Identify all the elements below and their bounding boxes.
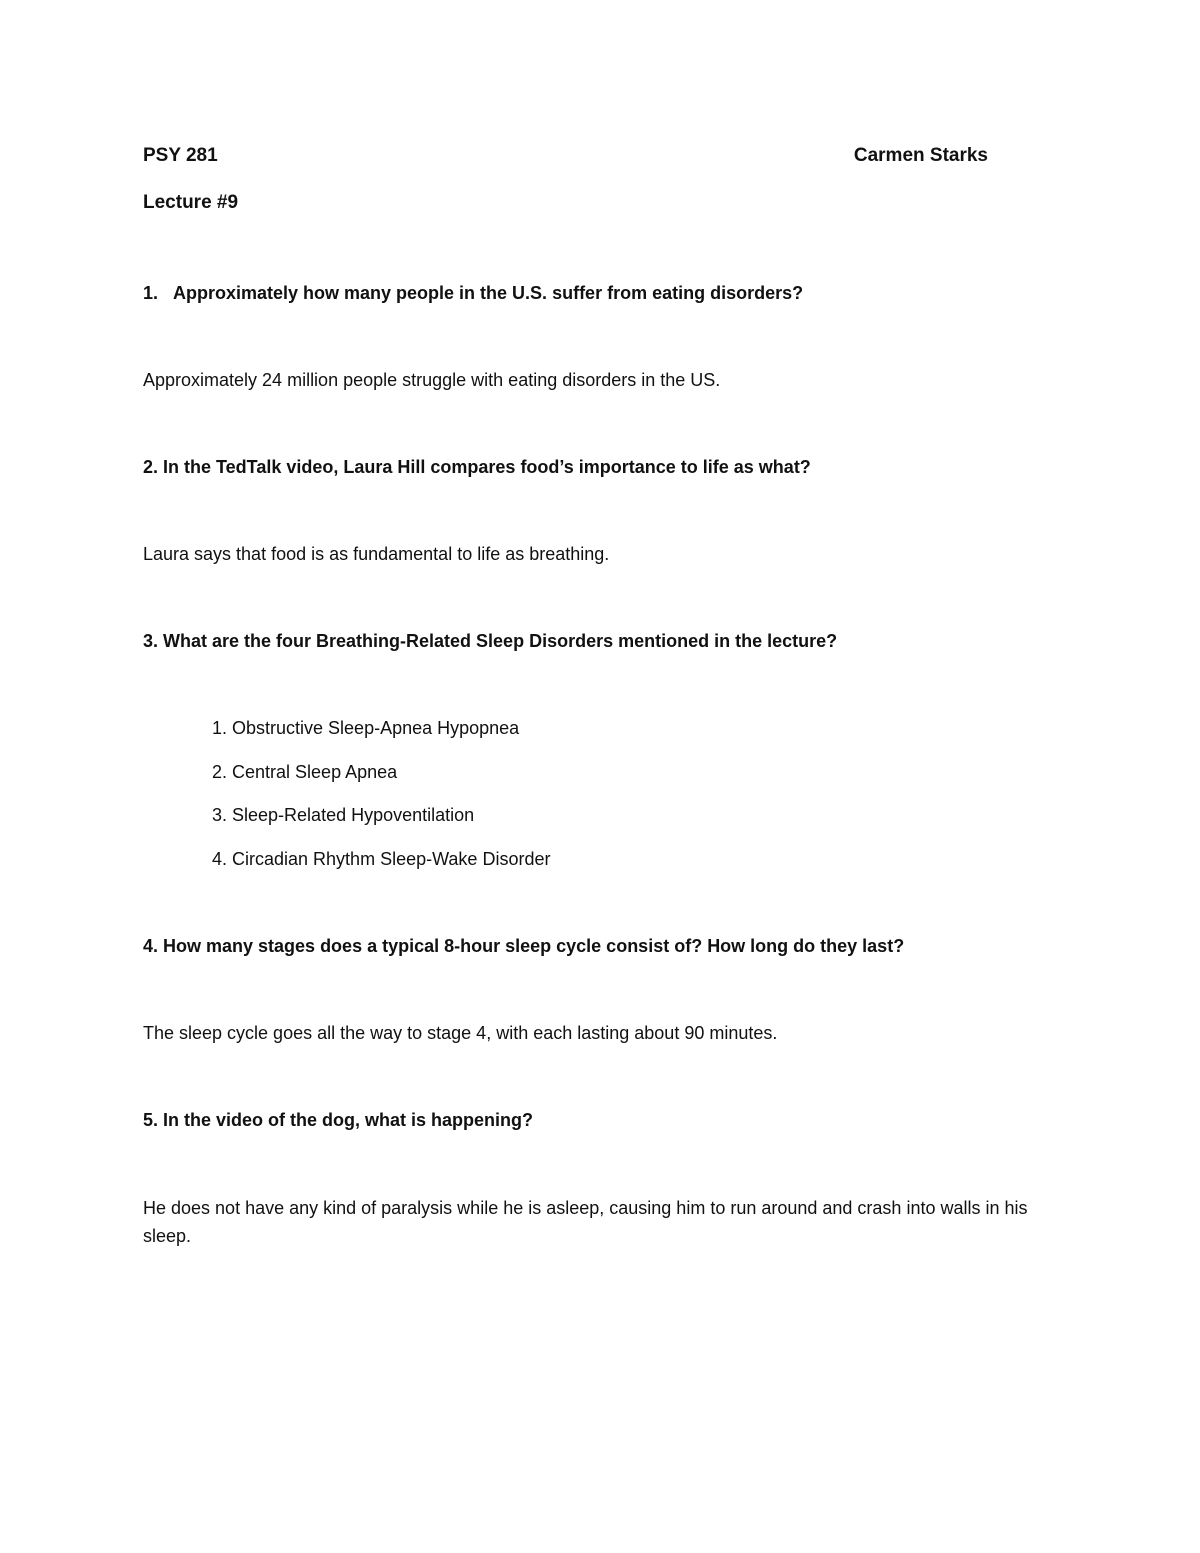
question-1-number: 1. [143, 283, 159, 303]
answer-2: Laura says that food is as fundamental to life as breathing. [143, 544, 610, 564]
answer-4: The sleep cycle goes all the way to stage 4, with each lasting about 90 minutes. [143, 1023, 778, 1043]
question-1-text: Approximately how many people in the U.S. suffer from eating disorders? [173, 283, 804, 303]
course-title: PSY 281 [143, 145, 218, 166]
question-4: 4. How many stages does a typical 8-hour sleep cycle consist of? How long do they last? [143, 936, 905, 956]
list-item: 2. Central Sleep Apnea [212, 762, 398, 782]
list-item: 3. Sleep-Related Hypoventilation [212, 805, 475, 825]
question-1 [143, 280, 803, 306]
question-2: 2. In the TedTalk video, Laura Hill compares food’s importance to life as what? [143, 457, 811, 477]
question-3: 3. What are the four Breathing-Related Sleep Disorders mentioned in the lecture? [143, 631, 838, 651]
list-item: 4. Circadian Rhythm Sleep-Wake Disorder [212, 849, 551, 869]
answer-1: Approximately 24 million people struggle with eating disorders in the US. [143, 370, 721, 390]
question-5: 5. In the video of the dog, what is happening? [143, 1110, 534, 1130]
answer-5: He does not have any kind of paralysis while he is asleep, causing him to run around and crash into walls in his sleep. [143, 1198, 1028, 1246]
author-name: Carmen Starks [853, 145, 988, 166]
list-item: 1. Obstructive Sleep-Apnea Hypopnea [212, 718, 520, 738]
lecture-title: Lecture #9 [143, 192, 239, 213]
